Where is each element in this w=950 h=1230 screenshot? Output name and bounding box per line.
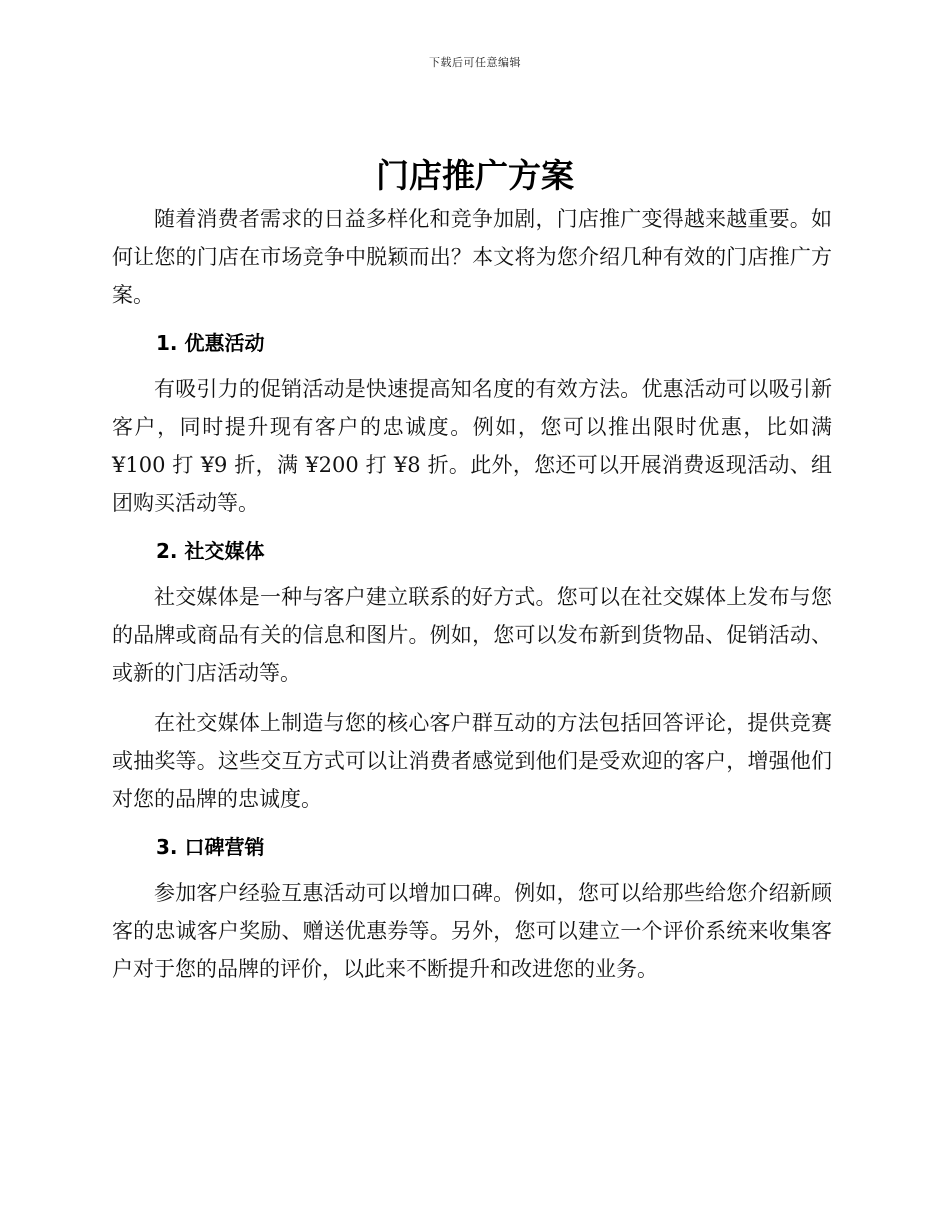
section-paragraph: 有吸引力的促销活动是快速提高知名度的有效方法。优惠活动可以吸引新客户，同时提升现有客户的忠诚度。例如，您可以推出限时优惠，比如满¥100 打 ¥9 折，满 ¥200 打 ¥8 折。此外，您还可以开展消费返现活动、组团购买活动等。 bbox=[112, 377, 832, 515]
header-note: 下载后可任意编辑 bbox=[429, 56, 521, 69]
spacer bbox=[112, 862, 832, 874]
spacer bbox=[112, 358, 832, 370]
section-paragraph: 社交媒体是一种与客户建立联系的好方式。您可以在社交媒体上发布与您的品牌或商品有关的信息和图片。例如，您可以发布新到货物品、促销活动、或新的门店活动等。 bbox=[112, 585, 832, 685]
section-paragraph: 在社交媒体上制造与您的核心客户群互动的方法包括回答评论，提供竞赛或抽奖等。这些交互方式可以让消费者感觉到他们是受欢迎的客户，增强他们对您的品牌的忠诚度。 bbox=[112, 711, 832, 811]
section-heading-social-media: 2. 社交媒体 bbox=[156, 539, 265, 563]
section-heading-discounts: 1. 优惠活动 bbox=[156, 331, 265, 355]
spacer bbox=[112, 818, 832, 832]
spacer bbox=[112, 522, 832, 536]
spacer bbox=[112, 314, 832, 328]
spacer bbox=[112, 692, 832, 704]
spacer bbox=[112, 566, 832, 578]
section-heading-word-of-mouth: 3. 口碑营销 bbox=[156, 835, 265, 859]
document-body bbox=[112, 200, 832, 988]
section-paragraph: 参加客户经验互惠活动可以增加口碑。例如，您可以给那些给您介绍新顾客的忠诚客户奖励、赠送优惠券等。另外，您可以建立一个评价系统来收集客户对于您的品牌的评价，以此来不断提升和改进您的业务。 bbox=[112, 881, 832, 981]
intro-paragraph: 随着消费者需求的日益多样化和竞争加剧，门店推广变得越来越重要。如何让您的门店在市场竞争中脱颖而出？本文将为您介绍几种有效的门店推广方案。 bbox=[112, 207, 832, 307]
page-title: 门店推广方案 bbox=[376, 156, 574, 195]
